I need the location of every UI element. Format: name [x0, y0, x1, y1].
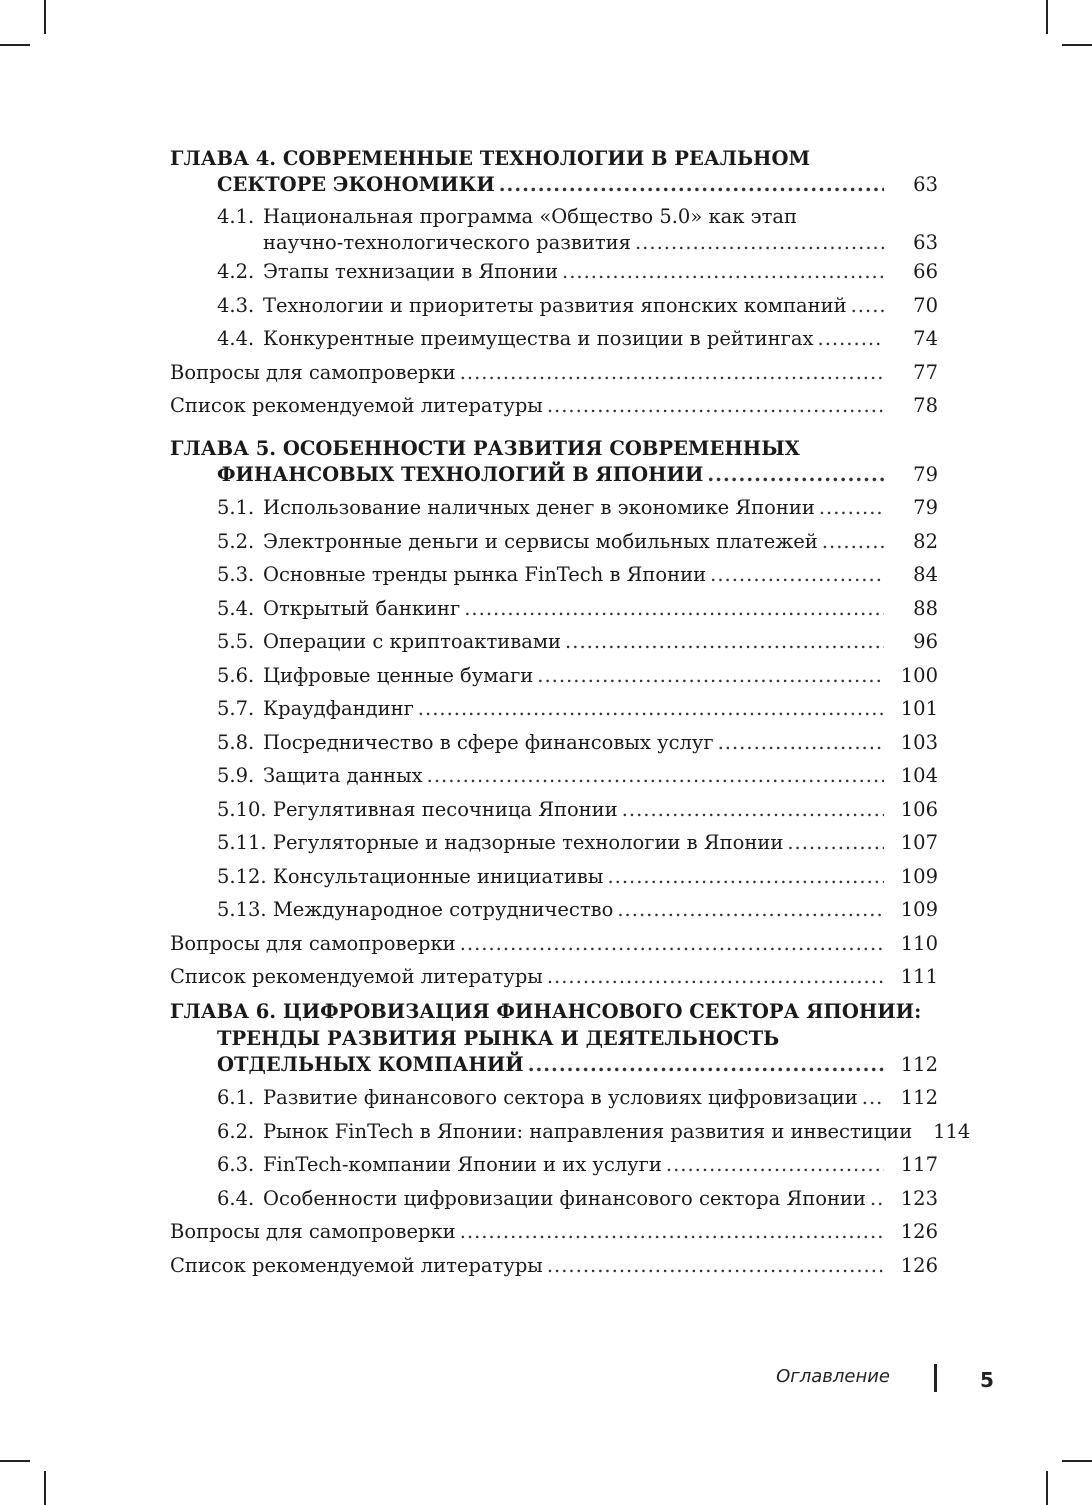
section-entry[interactable] — [170, 897, 938, 923]
leader-dots — [464, 596, 884, 622]
leader-dots — [718, 730, 884, 756]
section-title: Открытый банкинг — [263, 596, 461, 620]
entry-title: Вопросы для самопроверки — [170, 1220, 456, 1243]
page-number: 77 — [913, 360, 938, 384]
page-number: 126 — [900, 1253, 938, 1277]
section-title: Использование наличных денег в экономике Японии — [263, 496, 815, 519]
section-number: 5.4. — [217, 596, 255, 620]
page-number: 88 — [913, 596, 938, 620]
section-entry[interactable] — [170, 293, 938, 319]
page-number: 107 — [900, 831, 938, 854]
section-title: Посредничество в сфере финансовых услуг — [263, 730, 714, 754]
leader-dots — [565, 629, 884, 655]
leader-dots — [528, 1052, 884, 1078]
leader-dots — [870, 1186, 884, 1212]
section-number: 5.5. — [217, 630, 255, 653]
literature-entry[interactable] — [170, 1253, 938, 1279]
page-number: 112 — [900, 1086, 938, 1109]
leader-dots — [819, 495, 884, 521]
page-number: 84 — [913, 563, 938, 586]
chapter-title-line: ТРЕНДЫ РАЗВИТИЯ РЫНКА И ДЕЯТЕЛЬНОСТЬ — [217, 1026, 780, 1050]
section-title: Защита данных — [263, 764, 423, 787]
page-number: 110 — [900, 931, 938, 955]
questions-entry[interactable] — [170, 360, 938, 386]
crop-mark — [1062, 1460, 1092, 1462]
section-number: 5.8. — [217, 730, 255, 754]
page-number: 78 — [913, 394, 938, 417]
page-number: 70 — [913, 293, 938, 317]
page-number: 109 — [900, 898, 938, 921]
section-title: Электронные деньги и сервисы мобильных платежей — [263, 529, 818, 553]
section-entry[interactable] — [170, 797, 938, 823]
section-number: 5.1. — [217, 496, 255, 519]
section-entry[interactable] — [170, 562, 938, 588]
page-number: 109 — [900, 864, 938, 888]
page-number: 123 — [900, 1186, 938, 1210]
section-title: Этапы технизации в Японии — [263, 260, 559, 283]
section-number: 6.1. — [217, 1086, 255, 1109]
section-entry[interactable] — [170, 730, 938, 756]
section-title: Технологии и приоритеты развития японских компаний — [263, 293, 847, 317]
section-number: 4.4. — [217, 327, 255, 350]
section-entry[interactable] — [170, 864, 938, 890]
crop-mark — [44, 0, 46, 34]
section-title: Операции с криптоактивами — [263, 630, 562, 653]
section-title: Международное сотрудничество — [272, 898, 614, 921]
page-number: 114 — [933, 1119, 971, 1143]
leader-dots — [427, 763, 884, 789]
literature-entry[interactable] — [170, 964, 938, 990]
section-title-line: Национальная программа «Общество 5.0» как этап — [263, 205, 797, 228]
section-number: 5.3. — [217, 563, 255, 586]
chapter-title-line: ОТДЕЛЬНЫХ КОМПАНИЙ — [217, 1052, 524, 1076]
crop-mark — [1062, 44, 1092, 46]
section-number: 6.3. — [217, 1153, 255, 1176]
section-entry[interactable] — [170, 696, 938, 722]
leader-dots — [710, 562, 884, 588]
section-title: Консультационные инициативы — [272, 864, 604, 888]
section-number: 6.4. — [217, 1186, 255, 1210]
entry-title: Список рекомендуемой литературы — [170, 1253, 543, 1277]
section-number: 4.1. — [217, 205, 255, 228]
leader-dots — [547, 964, 884, 990]
leader-dots — [818, 326, 884, 352]
crop-mark — [0, 44, 30, 46]
page-number: 103 — [900, 730, 938, 754]
table-of-contents — [170, 145, 971, 1286]
leader-dots — [862, 1085, 884, 1111]
chapter-title-line: СЕКТОРЕ ЭКОНОМИКИ — [217, 173, 495, 196]
section-title: Основные тренды рынка FinTech в Японии — [263, 563, 707, 586]
section-title: Регуляторные и надзорные технологии в Японии — [272, 831, 784, 854]
folio-page-number: 5 — [980, 1368, 994, 1392]
footer-divider — [934, 1364, 937, 1392]
section-entry[interactable] — [170, 1085, 938, 1111]
chapter-6-heading[interactable] — [170, 998, 938, 1078]
running-footer-title: Оглавление — [776, 1366, 890, 1387]
entry-title: Список рекомендуемой литературы — [170, 965, 543, 988]
leader-dots — [547, 393, 884, 419]
section-entry[interactable] — [170, 763, 938, 789]
section-number: 4.2. — [217, 260, 255, 283]
section-number: 5.13. — [217, 898, 267, 921]
chapter-5-heading[interactable] — [170, 435, 938, 488]
crop-mark — [1046, 1471, 1048, 1505]
questions-entry[interactable] — [170, 931, 938, 957]
page-number: 79 — [913, 462, 938, 486]
crop-mark — [0, 1460, 30, 1462]
section-entry[interactable] — [170, 1186, 938, 1212]
leader-dots — [460, 931, 884, 957]
page-number: 117 — [900, 1153, 938, 1176]
page-number: 63 — [913, 231, 938, 254]
section-number: 5.9. — [217, 764, 255, 787]
section-entry[interactable] — [170, 830, 938, 856]
leader-dots — [499, 172, 884, 198]
section-number: 5.10. — [217, 797, 267, 821]
section-title: Развитие финансового сектора в условиях цифровизации — [263, 1086, 858, 1109]
chapter-5-sections — [170, 495, 938, 923]
section-entry[interactable] — [170, 596, 938, 622]
page-number: 66 — [913, 260, 938, 283]
page-number: 63 — [913, 173, 938, 196]
chapter-title-line: ГЛАВА 5. ОСОБЕННОСТИ РАЗВИТИЯ СОВРЕМЕННЫХ — [170, 436, 800, 460]
section-entry[interactable] — [170, 326, 938, 352]
crop-mark — [1046, 0, 1048, 34]
page-number: 111 — [900, 965, 938, 988]
section-title: Рынок FinTech в Японии: направления развития и инвестиции — [263, 1119, 913, 1143]
chapter-4-heading[interactable] — [170, 145, 938, 198]
page-number: 82 — [913, 529, 938, 553]
section-entry[interactable] — [170, 629, 938, 655]
section-entry[interactable] — [170, 204, 938, 256]
page-number: 96 — [913, 630, 938, 653]
chapter-title-line: ФИНАНСОВЫХ ТЕХНОЛОГИЙ В ЯПОНИИ — [217, 462, 704, 486]
entry-title: Вопросы для самопроверки — [170, 360, 456, 384]
leader-dots — [607, 864, 884, 890]
page-number: 112 — [900, 1052, 938, 1076]
leader-dots — [635, 230, 884, 256]
page-number: 79 — [913, 496, 938, 519]
section-entry[interactable] — [170, 259, 938, 285]
entry-title: Вопросы для самопроверки — [170, 931, 456, 955]
leader-dots — [537, 663, 884, 689]
section-entry[interactable] — [170, 1119, 971, 1145]
page-number: 106 — [900, 797, 938, 821]
section-title: научно-технологического развития — [263, 231, 631, 254]
section-entry[interactable] — [170, 663, 938, 689]
section-number: 5.2. — [217, 529, 255, 553]
crop-mark — [44, 1471, 46, 1505]
section-title: Регулятивная песочница Японии — [272, 797, 618, 821]
section-title: FinTech-компании Японии и их услуги — [263, 1153, 662, 1176]
leader-dots — [787, 830, 884, 856]
page-number: 104 — [900, 764, 938, 787]
section-title: Конкурентные преимущества и позиции в рейтингах — [263, 327, 814, 350]
section-entry[interactable] — [170, 495, 938, 521]
leader-dots — [547, 1253, 884, 1279]
entry-title: Список рекомендуемой литературы — [170, 394, 543, 417]
section-entry[interactable] — [170, 1152, 938, 1178]
chapter-title-line: ГЛАВА 6. ЦИФРОВИЗАЦИЯ ФИНАНСОВОГО СЕКТОРА ЯПОНИИ: — [170, 999, 922, 1023]
leader-dots — [622, 797, 884, 823]
section-entry[interactable] — [170, 529, 938, 555]
questions-entry[interactable] — [170, 1219, 938, 1245]
chapter-title-line: ГЛАВА 4. СОВРЕМЕННЫЕ ТЕХНОЛОГИИ В РЕАЛЬНОМ — [170, 147, 811, 170]
leader-dots — [617, 897, 884, 923]
leader-dots — [707, 462, 884, 488]
section-number: 6.2. — [217, 1119, 255, 1143]
section-number: 5.12. — [217, 864, 267, 888]
section-number: 5.7. — [217, 697, 255, 720]
section-number: 4.3. — [217, 293, 255, 317]
section-title: Цифровые ценные бумаги — [263, 663, 534, 687]
leader-dots — [460, 1219, 884, 1245]
leader-dots — [562, 259, 884, 285]
section-number: 5.11. — [217, 831, 267, 854]
leader-dots — [851, 293, 884, 319]
section-title: Краудфандинг — [263, 697, 414, 720]
page-number: 101 — [900, 697, 938, 720]
section-number: 5.6. — [217, 663, 255, 687]
literature-entry[interactable] — [170, 393, 938, 419]
leader-dots — [460, 360, 884, 386]
page-number: 126 — [900, 1220, 938, 1243]
leader-dots — [666, 1152, 884, 1178]
page-number: 100 — [900, 663, 938, 687]
leader-dots — [418, 696, 884, 722]
leader-dots — [822, 529, 884, 555]
page-number: 74 — [913, 327, 938, 350]
section-title: Особенности цифровизации финансового сектора Японии — [263, 1186, 866, 1210]
